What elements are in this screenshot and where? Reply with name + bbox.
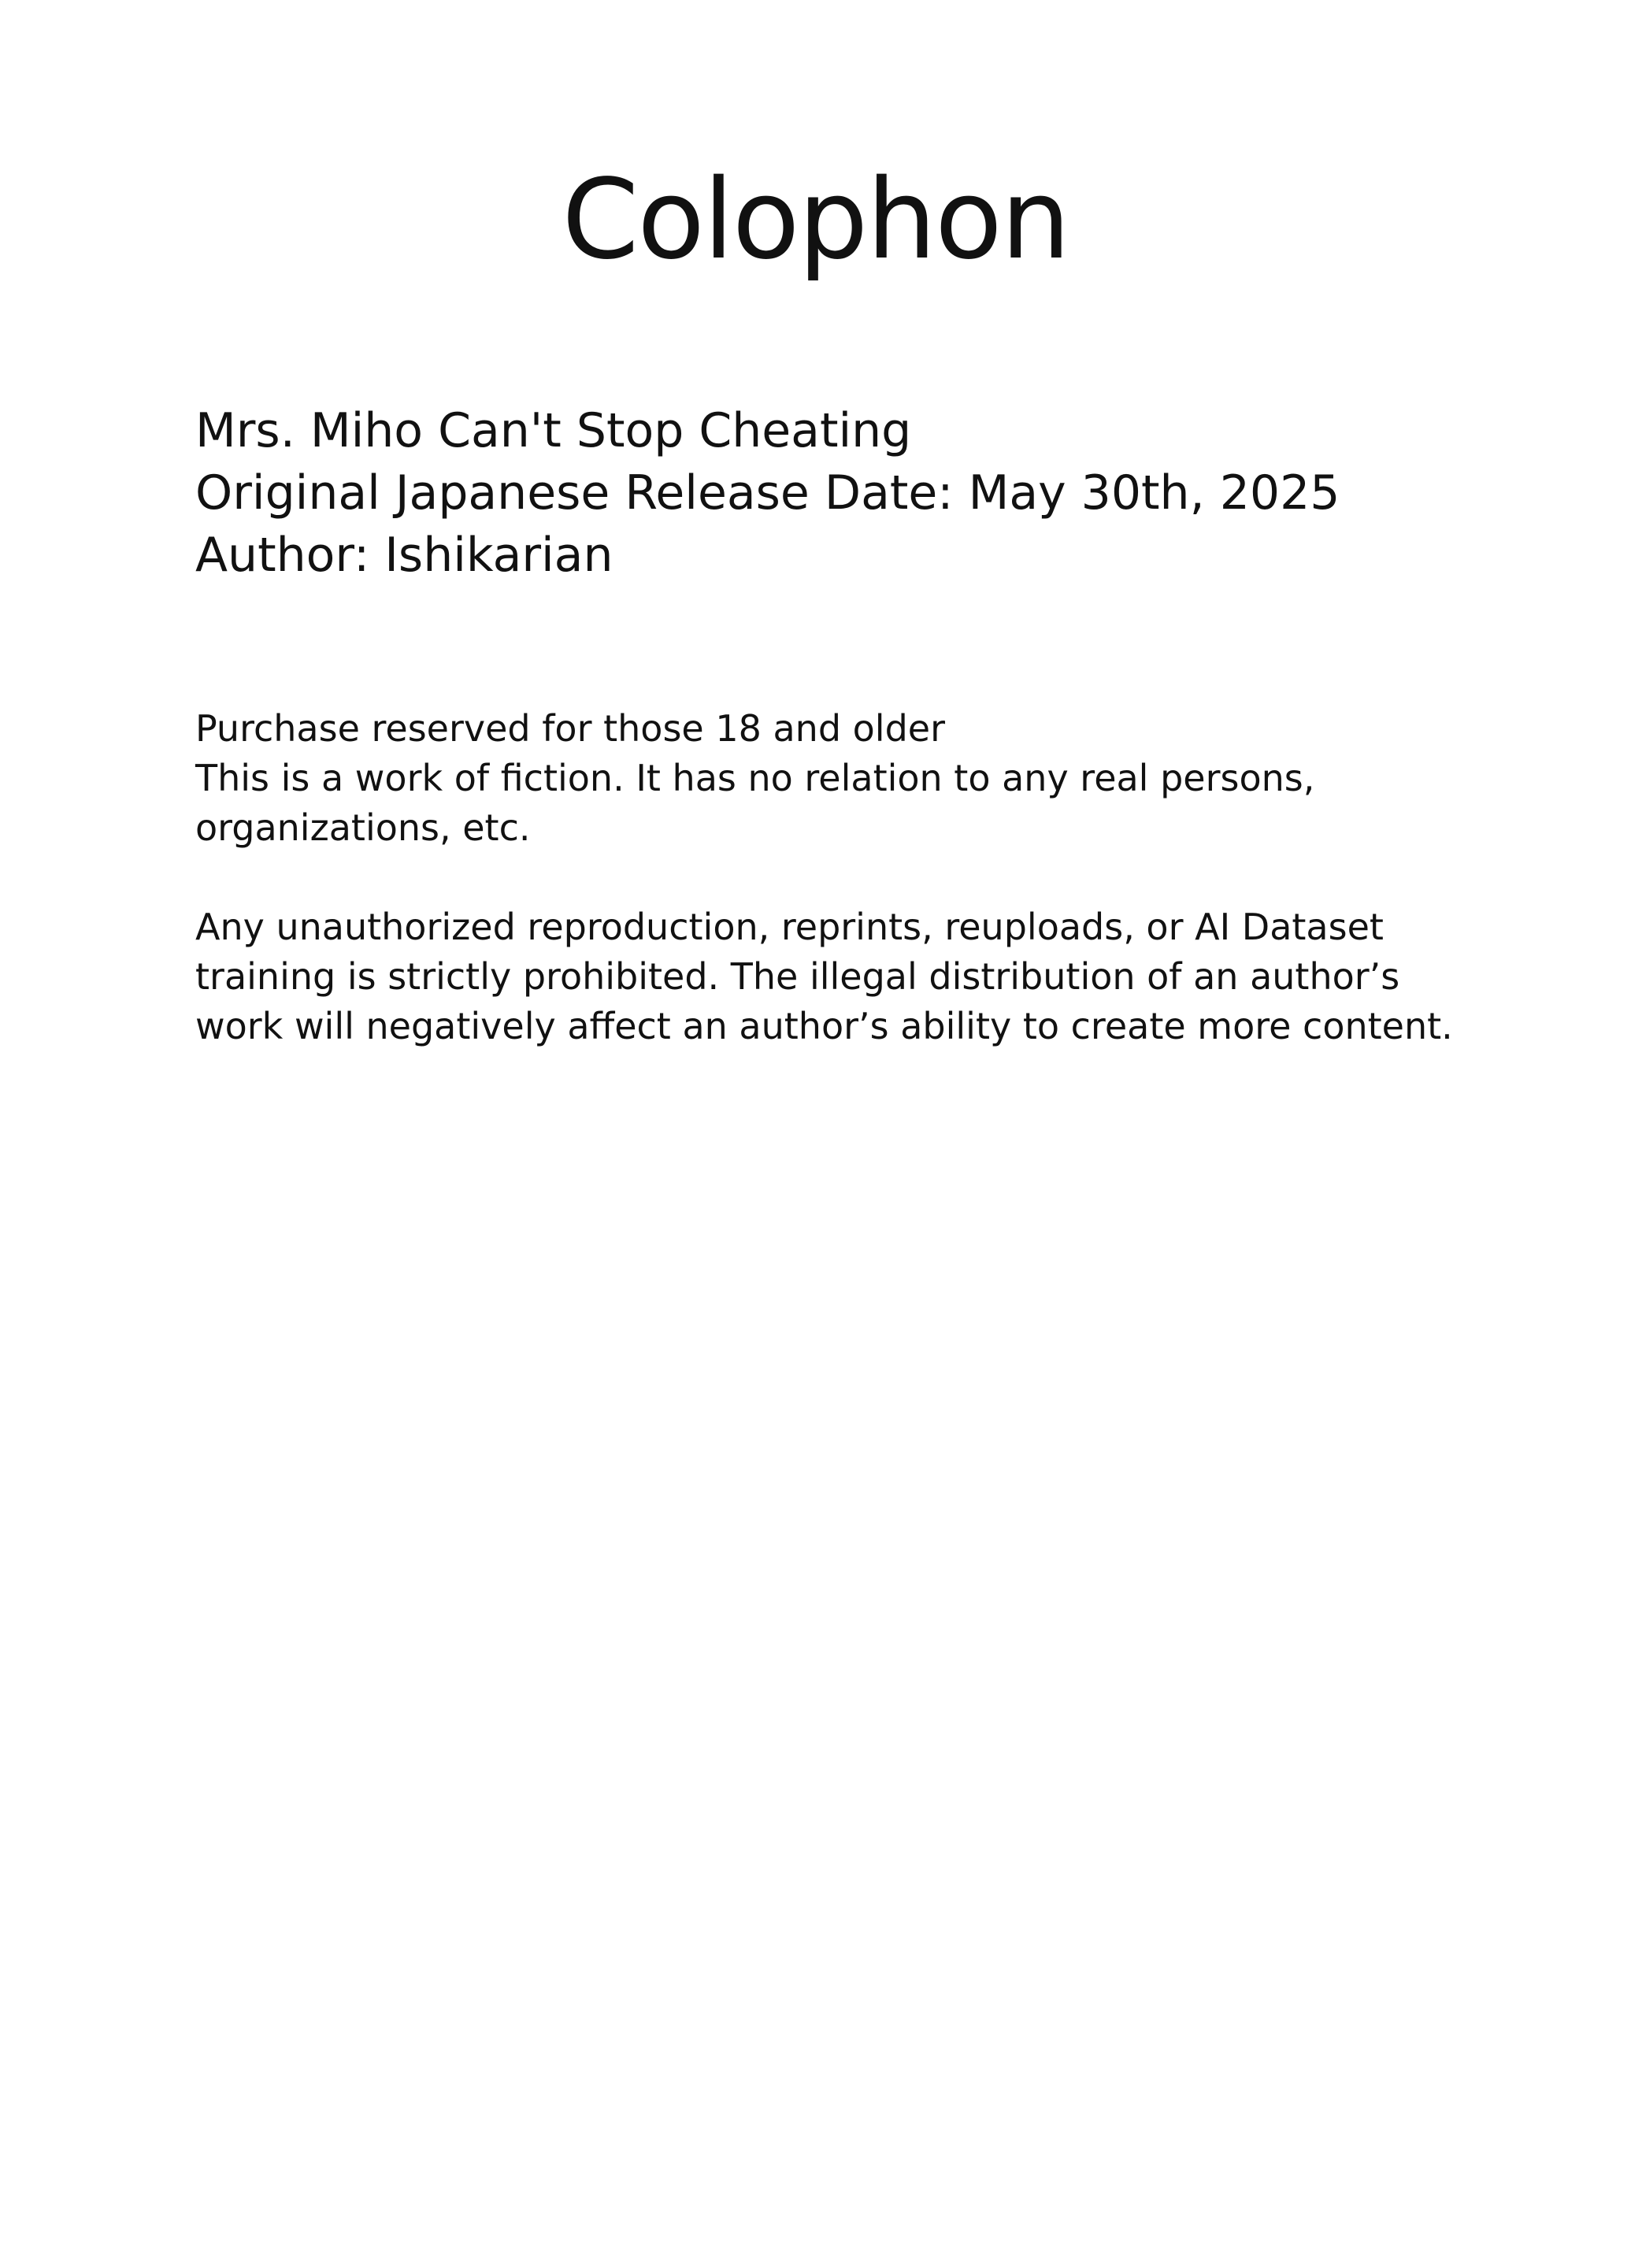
copyright-notice-line: training is strictly prohibited. The illegal distribution of an author’s	[195, 955, 1400, 998]
age-notice	[195, 704, 1534, 754]
book-title: Mrs. Miho Can't Stop Cheating	[195, 403, 912, 458]
publication-info	[195, 400, 1534, 587]
fiction-disclaimer	[195, 754, 1534, 853]
fiction-disclaimer-line: organizations, etc.	[195, 806, 531, 849]
legal-notes	[195, 704, 1534, 1051]
age-notice-text: Purchase reserved for those 18 and older	[195, 707, 945, 750]
page-title: Colophon	[562, 156, 1069, 284]
copyright-notice-line: work will negatively affect an author’s ability to create more content.	[195, 1005, 1453, 1047]
author-line: Author: Ishikarian	[195, 528, 613, 583]
fiction-disclaimer-line: This is a work of fiction. It has no relation to any real persons,	[195, 757, 1315, 799]
copyright-notice	[195, 902, 1534, 1051]
release-date: Original Japanese Release Date: May 30th, 2025	[195, 465, 1340, 521]
copyright-notice-line: Any unauthorized reproduction, reprints, reuploads, or AI Dataset	[195, 906, 1384, 948]
